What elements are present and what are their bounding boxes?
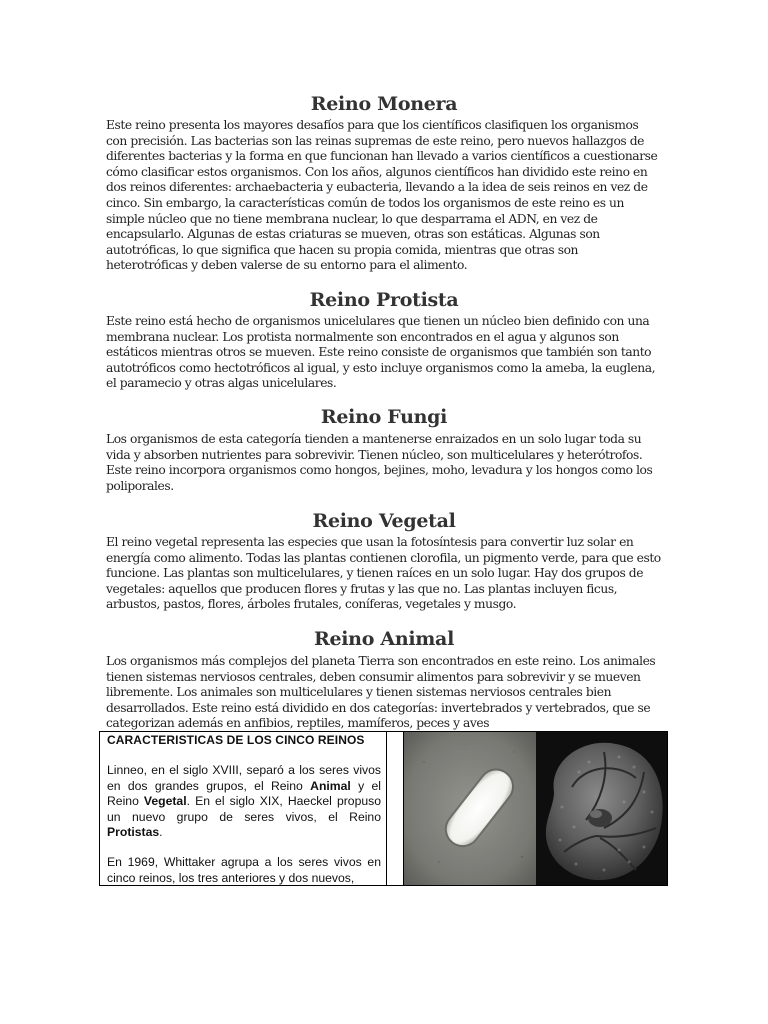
kingdoms-table [99,731,668,886]
table-bold-protistas: Protistas [107,825,160,840]
table-empty-cell [387,732,404,885]
micrograph-images [404,732,667,885]
table-paragraph-whittaker: En 1969, Whittaker agrupa a los seres vivos en cinco reinos, los tres anteriores y dos nuevos, [107,855,381,885]
table-bold-vegetal: Vegetal [143,794,187,809]
section-text-protista: Este reino está hecho de organismos unicelulares que tienen un núcleo bien definido con una membrana nuclear. Los protista normalmente son encontrados en el agua y algunos son estáticos mientras otros se mueven. Este reino consiste de organismos que también son tanto autotróficos como hectotróficos al igual, y esto incluye organismos como la ameba, la euglena, el paramecio y otras algas unicelulares. [106,314,656,391]
table-image-cell [404,732,667,885]
table-text-run: y el Reino [107,778,381,809]
section-title-fungi: Reino Fungi [320,406,448,428]
section-title-protista: Reino Protista [309,289,459,311]
table-heading: CARACTERISTICAS DE LOS CINCO REINOS [107,733,365,747]
table-text-run: . [159,825,163,840]
table-text-run: Linneo, en el siglo XVIII, separó a los seres vivos en dos grandes grupos, el Reino [107,763,381,793]
section-text-fungi: Los organismos de esta categoría tienden a mantenerse enraizados en un solo lugar toda su vida y absorben nutrientes para sobrevivir. Tienen núcleo, son multicelulares y heterótrofos. Este reino incorpora organismos como hongos, bejines, moho, levadura y los hongos como los poliporales. [106,432,653,493]
foraminifera-image [536,732,667,885]
section-title-monera: Reino Monera [310,93,458,115]
table-paragraph-linneo [107,763,381,840]
section-text-animal: Los organismos más complejos del planeta Tierra son encontrados en este reino. Los animales tienen sistemas nerviosos centrales, deben consumir alimentos para sobrevivir y se mueven libremente. Los animales son multicelulares y tienen sistemas nerviosos centrales bien desarrollados. Este reino está dividido en dos categorías: invertebrados y vertebrados, que se categorizan además en anfibios, reptiles, mamíferos, peces y aves [106,654,656,731]
bacterium-image [404,732,536,885]
table-bold-animal: Animal [310,778,351,793]
section-title-animal: Reino Animal [313,628,454,650]
section-text-vegetal: El reino vegetal representa las especies que usan la fotosíntesis para convertir luz solar en energía como alimento. Todas las plantas contienen clorofila, un pigmento verde, para que esto funcione. Las plantas son multicelulares, y tienen raíces en un solo lugar. Hay dos grupos de vegetales: aquellos que producen flores y frutas y las que no. Las plantas incluyen ficus, arbustos, pastos, flores, árboles frutales, coníferas, vegetales y musgo. [106,535,661,612]
table-text-cell [100,732,387,885]
section-text-monera: Este reino presenta los mayores desafíos para que los científicos clasifiquen los organismos con precisión. Las bacterias son las reinas supremas de este reino, pero nuevos hallazgos de diferentes bacterias y la forma en que funcionan han llevado a varios científicos a cuestionarse cómo clasificar estos organismos. Con los años, algunos científicos han dividido este reino en dos reinos diferentes: archaebacteria y eubacteria, llevando a la idea de seis reinos en vez de cinco. Sin embargo, la características común de todos los organismos de este reino es un simple núcleo que no tiene membrana nuclear, lo que desparrama el ADN, en vez de encapsularlo. Algunas de estas criaturas se mueven, otras son estáticas. Algunas son autotróficas, lo que significa que hacen su propia comida, mientras que otras son heterotróficas y deben valerse de su entorno para el alimento. [106,118,658,273]
section-title-vegetal: Reino Vegetal [312,510,456,532]
table-text-run: . En el siglo XIX, Haeckel propuso un nuevo grupo de seres vivos, el Reino [107,794,381,824]
